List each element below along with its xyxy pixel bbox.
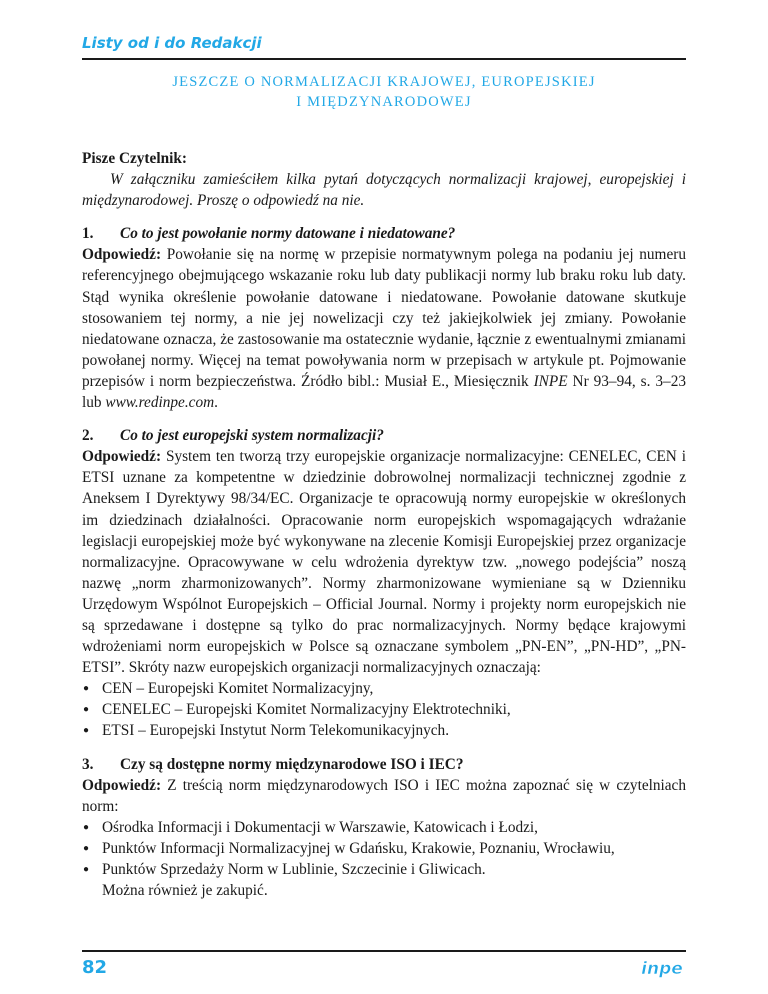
reader-label: Pisze Czytelnik: xyxy=(82,150,187,167)
list-item: ● Punktów Sprzedaży Norm w Lublinie, Szczecinie i Gliwicach. xyxy=(82,859,686,880)
question-text: Co to jest europejski system normalizacji? xyxy=(120,427,384,445)
organizations-list xyxy=(82,678,686,741)
page-number: 82 xyxy=(82,957,108,978)
list-item: ● CEN – Europejski Komitet Normalizacyjny, xyxy=(82,678,686,699)
website-link: www.redinpe.com xyxy=(105,394,215,412)
article-body xyxy=(82,148,686,901)
question-text: Co to jest powołanie normy datowane i niedatowane? xyxy=(120,225,456,243)
question-number: 2. xyxy=(82,427,94,445)
question-3 xyxy=(82,754,686,775)
reading-rooms-list xyxy=(82,817,686,880)
question-number: 1. xyxy=(82,225,94,243)
article-title-line-1: JESZCZE O NORMALIZACJI KRAJOWEJ, EUROPEJSKIEJ xyxy=(172,74,596,90)
question-1 xyxy=(82,223,686,244)
list-item: ● ETSI – Europejski Instytut Norm Telekomunikacyjnych. xyxy=(82,720,686,741)
svg-text:inpe: inpe xyxy=(641,959,683,978)
article-title-line-2: I MIĘDZYNARODOWEJ xyxy=(296,94,472,110)
list-item: ● Punktów Informacji Normalizacyjnej w Gdańsku, Krakowie, Poznaniu, Wrocławiu, xyxy=(82,838,686,859)
section-title: Listy od i do Redakcji xyxy=(82,34,262,52)
inpe-logo-icon xyxy=(638,958,686,978)
answer-2: Odpowiedź: System ten tworzą trzy europejskie organizacje normalizacyjne: CENELEC, CEN i ETSI uznane za kompetentne w dziedzinie dobrowolnej normalizacji technicznej zgodnie z Aneksem I Dyrektywy 98/34/EC. Organizacje te opracowują normy europejskie w określonych im dziedzinach działalności. Opracowanie norm europejskich wspomagających wdrażanie legislacji europejskiej może być wykonywane na zlecenie Komisji Europejskiej przez organizacje normalizacyjne. Opracowywane w celu wdrożenia dyrektyw tzw. „nowego podejścia” noszą nazwę „norm zharmonizowanych”. Normy zharmonizowane wymieniane są w Dzienniku Urzędowym Wspólnot Europejskich – Official Journal. Normy i projekty norm europejskich nie są sprzedawane i dostępne są tylko do prac normalizacyjnych. Normy będące krajowymi wdrożeniami norm europejskich w Polsce są oznaczane symbolem „PN-EN”, „PN-HD”, „PN-ETSI”. Skróty nazw europejskich organizacji normalizacyjnych oznaczają: xyxy=(82,448,686,677)
closing-note: Można również je zakupić. xyxy=(102,882,268,900)
article-title xyxy=(82,72,686,112)
answer-3: Odpowiedź: Z treścią norm międzynarodowych ISO i IEC można zapoznać się w czytelniach norm: xyxy=(82,776,686,815)
journal-name: INPE xyxy=(533,372,568,390)
question-2 xyxy=(82,425,686,446)
answer-label: Odpowiedź: xyxy=(82,448,162,466)
answer-label: Odpowiedź: xyxy=(82,246,162,264)
question-number: 3. xyxy=(82,755,94,773)
answer-label: Odpowiedź: xyxy=(82,776,162,794)
list-item: ● Ośrodka Informacji i Dokumentacji w Warszawie, Katowicach i Łodzi, xyxy=(82,817,686,838)
list-item: ● CENELEC – Europejski Komitet Normalizacyjny Elektrotechniki, xyxy=(82,699,686,720)
header-rule xyxy=(82,58,686,60)
footer-rule xyxy=(82,950,686,952)
reader-question: W załączniku zamieściłem kilka pytań dotyczących normalizacji krajowej, europejskiej i międzynarodowej. Proszę o odpowiedź na nie. xyxy=(82,171,686,210)
answer-1: Odpowiedź: Powołanie się na normę w przepisie normatywnym polega na podaniu jej numeru referencyjnego obejmującego wskazanie roku lub daty publikacji normy lub braku roku lub daty. Stąd wynika określenie powołanie datowane i niedatowane. Powołanie datowane skutkuje stosowaniem tej normy, a nie jej nowelizacji czy też jakiejkolwiek jej zmiany. Powołanie niedatowane oznacza, że zastosowanie ma ostatecznie wydanie, łącznie z ewentualnymi zmianami powołanej normy. Więcej na temat powoływania norm w przepisach w artykule pt. Pojmowanie przepisów i norm bezpieczeństwa. Źródło bibl.: Musiał E., Miesięcznik INPE Nr 93–94, s. 3–23 lub www.redinpe.com. xyxy=(82,246,686,412)
question-text: Czy są dostępne normy międzynarodowe ISO i IEC? xyxy=(120,755,464,773)
